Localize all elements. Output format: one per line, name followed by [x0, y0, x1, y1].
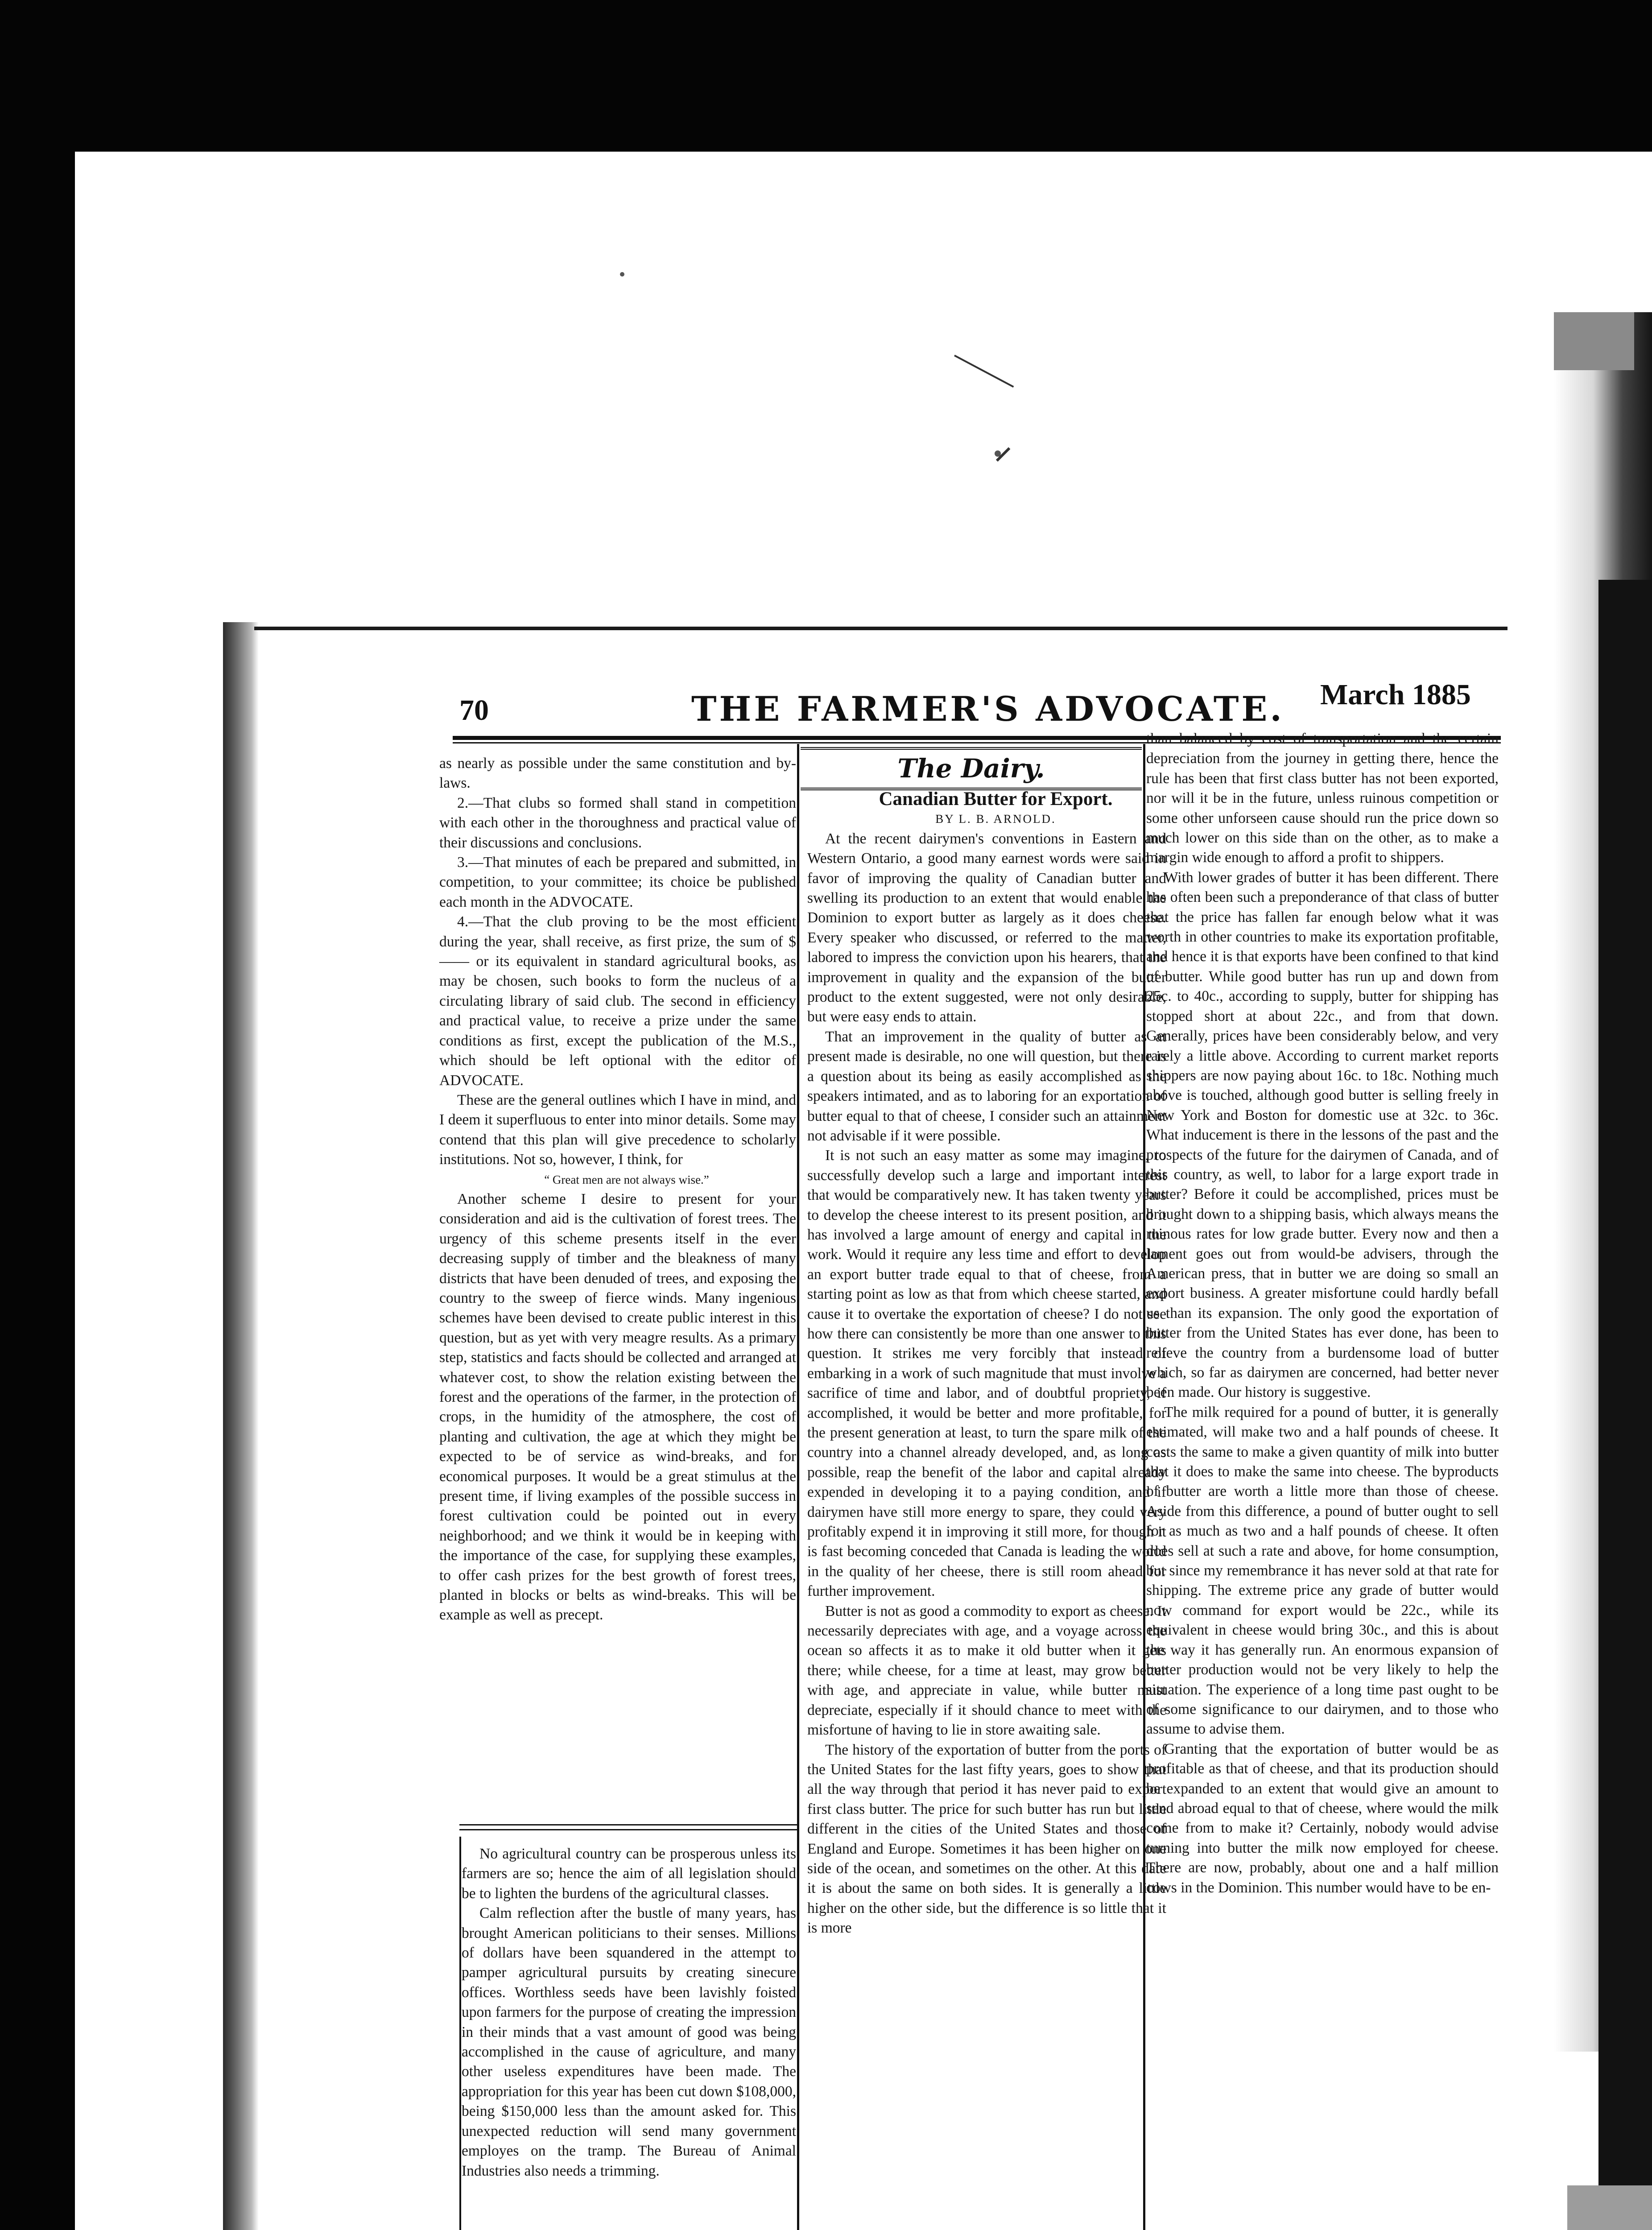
paragraph: 2.—That clubs so formed shall stand in competition with each other in the thoroughness and practical value of their discussions and conclusions.	[439, 794, 796, 851]
paragraph: The milk required for a pound of butter, it is generally estimated, will make two and a half pounds of cheese. It costs the same to make a given quantity of milk into butter that it does to make the same into cheese. The byproducts of butter are worth a little more than those of cheese. Aside from this difference, a pound of butter ought to sell for as much as two and a half pounds of cheese. It often does sell at such a rate and above, for home consumption, but since my remembrance it has never sold at that rate for shipping. The extreme price any grade of butter would now command for export would be 22c., while its equivalent in cheese would bring 30c., and this is about the way it has generally run. An enormous expansion of butter production would not be very likely to help the situation. The experience of a long time past ought to be of some significance to our dairymen, and to those who assume to advise them.	[1146, 1404, 1499, 1738]
issue-date: March 1885	[1320, 678, 1471, 711]
paragraph: The history of the exportation of butter from the ports of the United States for the last fifty years, goes to show that all the way through that period it has never paid to export first class butter. The price for such butter has run but little different in the cities of the United States and those of England and Europe. Sometimes it has been higher on one side of the ocean, and sometimes on the other. At this date it is about the same on both sides. It is generally a little higher on the other side, but the difference is so little that it is more	[807, 1741, 1166, 1937]
scan-tab-bottom	[1567, 2185, 1652, 2230]
scan-edge-right-dark	[1598, 580, 1652, 2230]
page-number: 70	[459, 694, 489, 727]
paragraph: 3.—That minutes of each be prepared and submitted, in competition, to your committee; its choice be published each month in the ADVOCATE.	[439, 854, 796, 910]
paragraph: as nearly as possible under the same constitution and by-laws.	[439, 755, 796, 792]
column-2	[807, 789, 1166, 1938]
paragraph: than balanced by cost of transportation and the certain depreciation from the journey in getting there, hence the rule has been that first class butter has not been exported, nor will it be in the future, unless ruinous competition or some other unforseen cause should run the price down so much lower on this side than on the other, as to make a margin wide enough to afford a profit to shippers.	[1146, 731, 1499, 866]
column-divider	[797, 744, 799, 2230]
column-margin-rule	[459, 1837, 461, 2230]
page-top-edge	[254, 627, 1507, 630]
column-3	[1146, 729, 1499, 1898]
scan-border-top	[0, 0, 1652, 152]
section-heading-box	[801, 747, 1142, 790]
paragraph: Another scheme I desire to present for your consideration and aid is the cultivation of forest trees. The urgency of this scheme presents itself in the ever decreasing supply of timber and the bleakness of many districts that have been denuded of trees, and exposing the country to the sweep of fierce winds. Many ingenious schemes have been devised to create public interest in this question, but as yet with very meagre results. As a primary step, statistics and facts should be collected and arranged at whatever cost, to show the relation existing between the forest and the operations of the farmer, in the protection of crops, in the humidity of the atmosphere, the cost of planting and cultivation, the age at which they might be expected to be of service as wind-breaks, and for economical purposes. It would be a great stimulus at the present time, if living examples of the possible success in forest cultivation could be pointed out in every neighborhood; and we think it would be in keeping with the importance of the case, for supplying these examples, to offer cash prizes for the best growth of forest trees, planted in blocks or belts as wind-breaks. This will be example as well as precept.	[439, 1190, 796, 1623]
column-1-lower	[462, 1844, 796, 2181]
paragraph: Butter is not as good a commodity to export as cheese. It necessarily depreciates with age, and a voyage across the ocean so affects it as to make it old butter when it gets there; while cheese, for a time at least, may grow better with age, and appreciate in value, while butter must depreciate, especially if it should chance to meet with the misfortune of having to lie in store awaiting sale.	[807, 1602, 1166, 1739]
column-1	[439, 754, 796, 1625]
paragraph: It is not such an easy matter as some may imagine, to successfully develop such a large and important interest that would be comparatively new. It has taken twenty years to develop the cheese interest to its present position, and it has involved a large amount of energy and capital in the work. Would it require any less time and effort to develop an export butter trade equal to that of cheese, from a starting point as low as that from which cheese started, and cause it to overtake the exportation of cheese? I do not see how there can consistently be more than one answer to this question. It strikes me very forcibly that instead of embarking in a work of such magnitude that must involve a sacrifice of time and labor, and of doubtful propriety, if accomplished, it would be better and more profitable, for the present generation at least, to turn the spare milk of the country into a channel already developed, and, as long as possible, reap the benefit of the labor and capital already expended in developing it to a paying condition, and if dairymen have still more energy to spare, they could very profitably expend it in improving it still more, for though it is fast becoming conceded that Canada is leading the world in the quality of her cheese, there is still room ahead for further improvement.	[807, 1147, 1166, 1600]
scan-tab-top	[1554, 312, 1634, 370]
section-heading: The Dairy.	[897, 753, 1045, 784]
masthead-title: THE FARMER'S ADVOCATE.	[691, 689, 1284, 729]
scan-border-left	[0, 152, 75, 2230]
paragraph: 4.—That the club proving to be the most efficient during the year, shall receive, as first prize, the sum of $—— or its equivalent in standard agricultural books, as may be chosen, such books to form the nucleus of a circulating library of said club. The second in efficiency and practical value, to receive a prize under the same conditions as first, except the publication of the M.S., which should be left optional with the editor of ADVOCATE.	[439, 913, 796, 1089]
paragraph: At the recent dairymen's conventions in Eastern and Western Ontario, a good many earnest words were said in favor of improving the quality of Canadian butter and swelling its production to an extent that would enable the Dominion to export butter as largely as it does cheese. Every speaker who discussed, or referred to the matter, labored to impress the conviction upon his hearers, that the improvement in quality and the expansion of the butter product to the extent suggested, were not only desirable, but were easy ends to attain.	[807, 830, 1166, 1025]
paragraph: With lower grades of butter it has been different. There has often been such a preponderance of that class of butter that the price has fallen far enough below what it was worth in other countries to make its exportation profitable, and hence it is that exports have been confined to that kind of butter. While good butter has run up and down from 25c. to 40c., according to supply, butter for shipping has stopped short at about 22c., and from that down. Generally, prices have been considerably below, and very rarely a little above. According to current market reports shippers are now paying about 16c. to 18c. Nothing much above is touched, although good butter is selling freely in New York and Boston for domestic use at 32c. to 36c. What inducement is there in the lessons of the past and the prospects of the future for the dairymen of Canada, and of this country, as well, to labor for a large export trade in butter? Before it could be accomplished, prices must be brought down to a shipping basis, which always means the ruinous rates for low grade butter. Every now and then a lament goes out from would-be advisers, through the American press, that in butter we are doing so small an export business. A greater misfortune could hardly befall us than its expansion. The only good the exportation of butter from the United States has ever done, has been to relieve the country from a burdensome load of butter which, so far as dairymen are concerned, had better never been made. Our history is suggestive.	[1146, 869, 1499, 1401]
pull-quote: “ Great men are not always wise.”	[544, 1173, 709, 1186]
section-divider	[459, 1824, 797, 1830]
scan-speck	[620, 272, 624, 277]
paragraph: No agricultural country can be prosperous unless its farmers are so; hence the aim of all legislation should be to lighten the burdens of the agricultural classes.	[462, 1846, 796, 1902]
page-binding-shadow	[223, 622, 259, 2230]
paragraph: Granting that the exportation of butter would be as profitable as that of cheese, and that its production should be expanded to an extent that would give an amount to send abroad equal to that of cheese, where would the milk come from to make it? Certainly, nobody would advise turning into butter the milk now employed for cheese. There are now, probably, about one and a half million cows in the Dominion. This number would have to be en-	[1146, 1740, 1499, 1896]
paragraph: That an improvement in the quality of butter as at present made is desirable, no one will question, but there is a question about its being as easily accomplished as the speakers intimated, and as to laboring for an exportation of butter equal to that of cheese, I consider such an attainment not advisable if it were possible.	[807, 1028, 1166, 1144]
byline: BY L. B. ARNOLD.	[935, 812, 1056, 826]
article-title: Canadian Butter for Export.	[879, 789, 1113, 809]
paragraph: Calm reflection after the bustle of many years, has brought American politicians to their senses. Millions of dollars have been squandered in the attempt to pamper agricultural pursuits by creating sinecure offices. Worthless seeds have been lavishly foisted upon farmers for the purpose of creating the impression in their minds that a vast amount of good was being accomplished in the cause of agriculture, and many other useless expenditures have been made. The appropriation for this year has been cut down $108,000, being $150,000 less than the amount asked for. This unexpected reduction will send many government employes on the tramp. The Bureau of Animal Industries also needs a trimming.	[462, 1905, 796, 2179]
paragraph: These are the general outlines which I have in mind, and I deem it superfluous to enter into minor details. Some may contend that this plan will give precedence to scholarly institutions. Not so, however, I think, for	[439, 1091, 796, 1168]
